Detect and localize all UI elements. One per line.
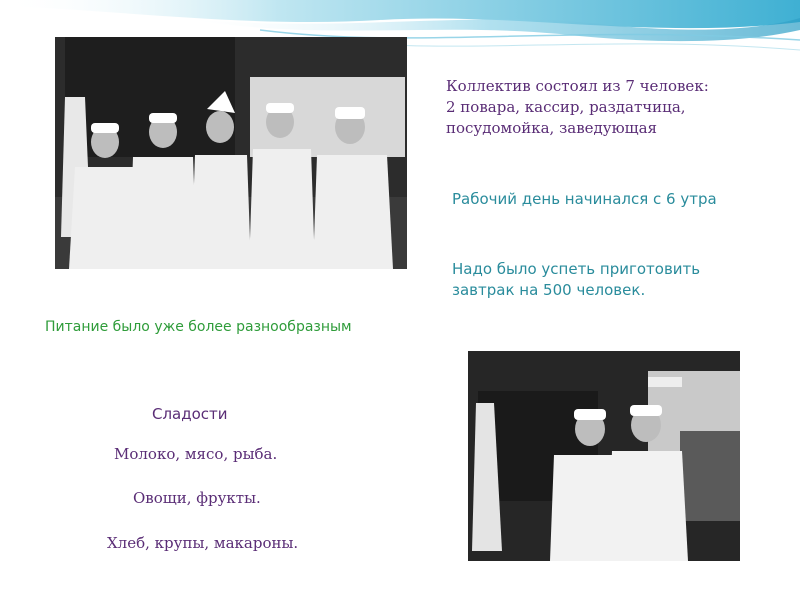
breakfast-line-1: Надо было успеть приготовить (452, 260, 701, 278)
nutrition-heading: Питание было уже более разнообразным (45, 319, 352, 335)
breakfast-text (452, 259, 700, 301)
team-composition-text (446, 76, 709, 139)
team-line-2: 2 повара, кассир, раздатчица, (446, 98, 686, 116)
food-vegetables-fruits: Овощи, фрукты. (133, 489, 261, 507)
breakfast-line-2: завтрак на 500 человек. (452, 281, 646, 299)
two-cooks-photo (468, 351, 740, 561)
team-line-1: Коллектив состоял из 7 человек: (446, 77, 709, 95)
workday-text: Рабочий день начинался с 6 утра (452, 190, 717, 208)
kitchen-staff-group-photo (55, 37, 407, 269)
food-bread-cereals-pasta: Хлеб, крупы, макароны. (107, 534, 299, 552)
team-line-3: посудомойка, заведующая (446, 119, 657, 137)
food-milk-meat-fish: Молоко, мясо, рыба. (114, 445, 278, 463)
food-sweets: Сладости (152, 405, 228, 423)
